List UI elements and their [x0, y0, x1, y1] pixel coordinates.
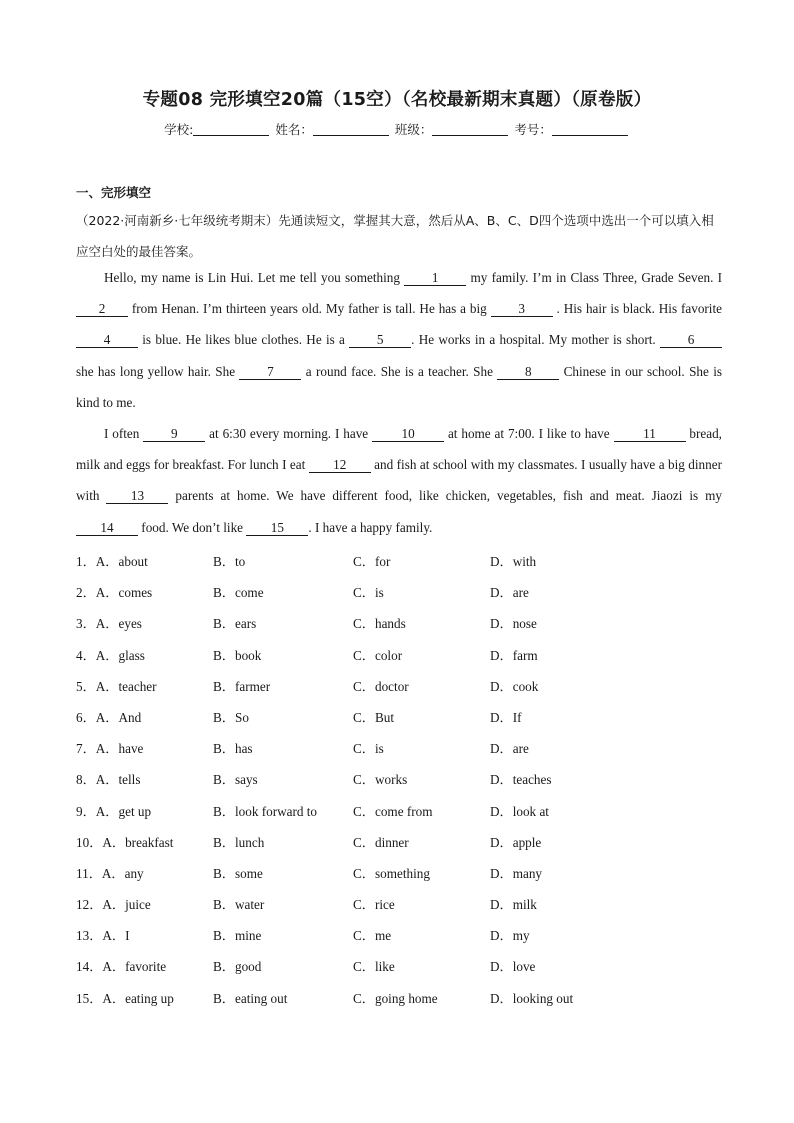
question-number-and-option-a: [76, 582, 152, 601]
option-a: A．And: [95, 709, 142, 725]
option-a: A．eating up: [102, 990, 174, 1006]
passage-text: food. We don’t like: [138, 519, 247, 535]
question-number: 4．: [76, 647, 96, 663]
page-title: 专题08 完形填空20篇（15空）（名校最新期末真题）（原卷版）: [142, 90, 652, 110]
section-heading: 一、完形填空: [76, 185, 152, 200]
option-d: D．cook: [490, 678, 539, 694]
option-d: D．many: [490, 865, 543, 881]
option-d: D．teaches: [490, 772, 552, 788]
option-row-13: [76, 917, 726, 948]
option-row-2: [76, 574, 726, 605]
option-c: C．something: [353, 865, 430, 881]
passage-text: she has long yellow hair. She: [76, 363, 240, 379]
passage-paragraph-2: [76, 418, 722, 543]
blank-3: 3: [491, 302, 553, 317]
class-blank: [432, 123, 508, 136]
passage-text: . He works in a hospital. My mother is short.: [411, 332, 660, 348]
passage-text: Chinese in our school. She is kind to me.: [76, 363, 722, 410]
question-number: 8．: [76, 772, 96, 788]
passage-text: a round face. She is a teacher. She: [301, 363, 498, 379]
option-c: C．come from: [353, 803, 433, 819]
option-a: A．any: [101, 865, 144, 881]
question-number: 13．: [76, 928, 103, 944]
question-number-and-option-a: [76, 676, 157, 695]
blank-11: 11: [614, 427, 686, 442]
school-label: 学校:: [164, 122, 194, 137]
question-number: 6．: [76, 709, 96, 725]
option-c: C．color: [353, 647, 403, 663]
option-c: C．works: [353, 772, 408, 788]
option-row-10: [76, 824, 726, 855]
question-number-and-option-a: [76, 832, 173, 851]
blank-2: 2: [76, 302, 128, 317]
blank-10: 10: [372, 427, 444, 442]
option-b: B．farmer: [213, 678, 271, 694]
question-number-and-option-a: [76, 613, 142, 632]
passage-text: from Henan. I’m thirteen years old. My father is tall. He has a big: [128, 301, 491, 317]
option-d: D．milk: [490, 897, 537, 913]
option-a: A．juice: [102, 897, 151, 913]
passage-text: is blue. He likes blue clothes. He is a: [138, 332, 350, 348]
option-row-8: [76, 761, 726, 792]
passage-text: Hello, my name is Lin Hui. Let me tell you something: [104, 270, 405, 285]
question-number-and-option-a: [76, 863, 144, 882]
question-number: 14．: [76, 959, 103, 975]
question-number-and-option-a: [76, 645, 145, 664]
option-c: C．me: [353, 928, 392, 944]
option-c: C．like: [353, 959, 395, 975]
option-b: B．has: [213, 741, 253, 757]
blank-12: 12: [309, 458, 371, 473]
option-a: A．have: [95, 741, 144, 757]
option-d: D．love: [490, 959, 536, 975]
option-d: D．If: [490, 709, 522, 725]
blank-9: 9: [143, 427, 205, 442]
option-c: C．is: [353, 585, 384, 601]
blank-5: 5: [349, 333, 411, 348]
option-d: D．look at: [490, 803, 549, 819]
question-number-and-option-a: [76, 894, 151, 913]
exam-number-label: 考号：: [514, 122, 552, 137]
blank-15: 15: [246, 521, 308, 536]
option-b: B．water: [213, 897, 265, 913]
question-number: 5．: [76, 678, 96, 694]
option-a: A．glass: [95, 647, 145, 663]
option-row-14: [76, 948, 726, 979]
option-a: A．I: [102, 928, 130, 944]
option-b: B．mine: [213, 928, 262, 944]
option-row-3: [76, 605, 726, 636]
question-number-and-option-a: [76, 988, 174, 1007]
passage-text: . His hair is black. His favorite: [552, 301, 722, 317]
question-number-and-option-a: [76, 801, 151, 820]
option-d: D．farm: [490, 647, 538, 663]
exam-number-blank: [552, 123, 628, 136]
question-number: 15．: [76, 990, 103, 1006]
option-row-6: [76, 699, 726, 730]
question-number-and-option-a: [76, 925, 129, 944]
option-row-9: [76, 793, 726, 824]
passage-text: parents at home. We have different food, like chicken, vegetables, fish and meat. Jiaozi is my: [168, 488, 723, 504]
blank-7: 7: [239, 365, 301, 380]
question-number: 1．: [76, 554, 96, 569]
option-b: B．So: [213, 709, 249, 725]
question-number: 10．: [76, 834, 103, 850]
option-a: A．tells: [95, 772, 141, 788]
blank-1: 1: [404, 271, 466, 286]
question-number-and-option-a: [76, 956, 166, 975]
passage-text: at home at 7:00. I like to have: [444, 426, 614, 442]
cloze-passage: [76, 262, 722, 543]
option-b: B．book: [213, 647, 262, 663]
passage-text: . I have a happy family.: [308, 519, 433, 535]
option-row-4: [76, 637, 726, 668]
option-b: B．some: [213, 865, 263, 881]
option-d: D．are: [490, 741, 529, 757]
option-b: B．says: [213, 772, 258, 788]
option-d: D．are: [490, 585, 529, 601]
question-number-and-option-a: [76, 738, 143, 757]
question-number-and-option-a: [76, 769, 140, 788]
option-row-1: [76, 543, 726, 574]
option-d: D．my: [490, 928, 530, 944]
passage-paragraph-1: [76, 262, 722, 418]
option-c: C．But: [353, 709, 395, 725]
option-a: A．eyes: [95, 616, 142, 632]
question-number: 11．: [76, 865, 102, 881]
option-a: A．breakfast: [102, 834, 174, 850]
option-c: C．for: [353, 554, 391, 569]
option-row-15: [76, 980, 726, 1011]
option-c: C．is: [353, 741, 384, 757]
question-number-and-option-a: [76, 707, 141, 726]
option-d: D．nose: [490, 616, 537, 632]
option-row-5: [76, 668, 726, 699]
option-b: B．to: [213, 554, 246, 569]
option-b: B．eating out: [213, 990, 288, 1006]
option-c: C．doctor: [353, 678, 409, 694]
student-info-line: [0, 120, 794, 138]
passage-text: I often: [104, 426, 144, 442]
option-row-7: [76, 730, 726, 761]
option-row-12: [76, 886, 726, 917]
question-number: 12．: [76, 897, 103, 913]
option-c: C．hands: [353, 616, 406, 632]
option-d: D．with: [490, 554, 537, 569]
option-a: A．favorite: [102, 959, 167, 975]
name-blank: [313, 123, 389, 136]
option-c: C．dinner: [353, 834, 409, 850]
blank-8: 8: [497, 365, 559, 380]
option-b: B．look forward to: [213, 803, 318, 819]
option-d: D．apple: [490, 834, 542, 850]
class-label: 班级：: [394, 122, 433, 137]
answer-options: [76, 543, 726, 1011]
blank-13: 13: [106, 489, 168, 504]
option-c: C．going home: [353, 990, 438, 1006]
question-number: 7．: [76, 741, 96, 757]
passage-text: and fish at school with my classmates. I usually have a big dinner with: [76, 457, 722, 504]
option-b: B．come: [213, 585, 264, 601]
option-a: A．teacher: [95, 678, 157, 694]
name-label: 姓名：: [275, 122, 313, 137]
option-a: A．about: [95, 554, 148, 569]
question-number-and-option-a: [76, 551, 148, 570]
school-blank: [193, 123, 269, 136]
option-b: B．ears: [213, 616, 257, 632]
passage-text: my family. I’m in Class Three, Grade Seven. I: [466, 270, 723, 285]
question-number: 9．: [76, 803, 96, 819]
passage-text: bread, milk and eggs for breakfast. For lunch I eat: [76, 426, 722, 473]
blank-6: 6: [660, 333, 722, 348]
question-instructions: （2022·河南新乡·七年级统考期末）先通读短文，掌握其大意，然后从A、B、C、D四个选项中选出一个可以填入相应空白处的最佳答案。: [76, 213, 714, 259]
passage-text: at 6:30 every morning. I have: [205, 426, 373, 442]
option-c: C．rice: [353, 897, 395, 913]
option-a: A．comes: [95, 585, 153, 601]
option-d: D．looking out: [490, 990, 574, 1006]
option-b: B．good: [213, 959, 262, 975]
blank-4: 4: [76, 333, 138, 348]
question-number: 2．: [76, 585, 96, 601]
option-a: A．get up: [95, 803, 152, 819]
question-number: 3．: [76, 616, 96, 632]
option-row-11: [76, 855, 726, 886]
option-b: B．lunch: [213, 834, 265, 850]
blank-14: 14: [76, 521, 138, 536]
